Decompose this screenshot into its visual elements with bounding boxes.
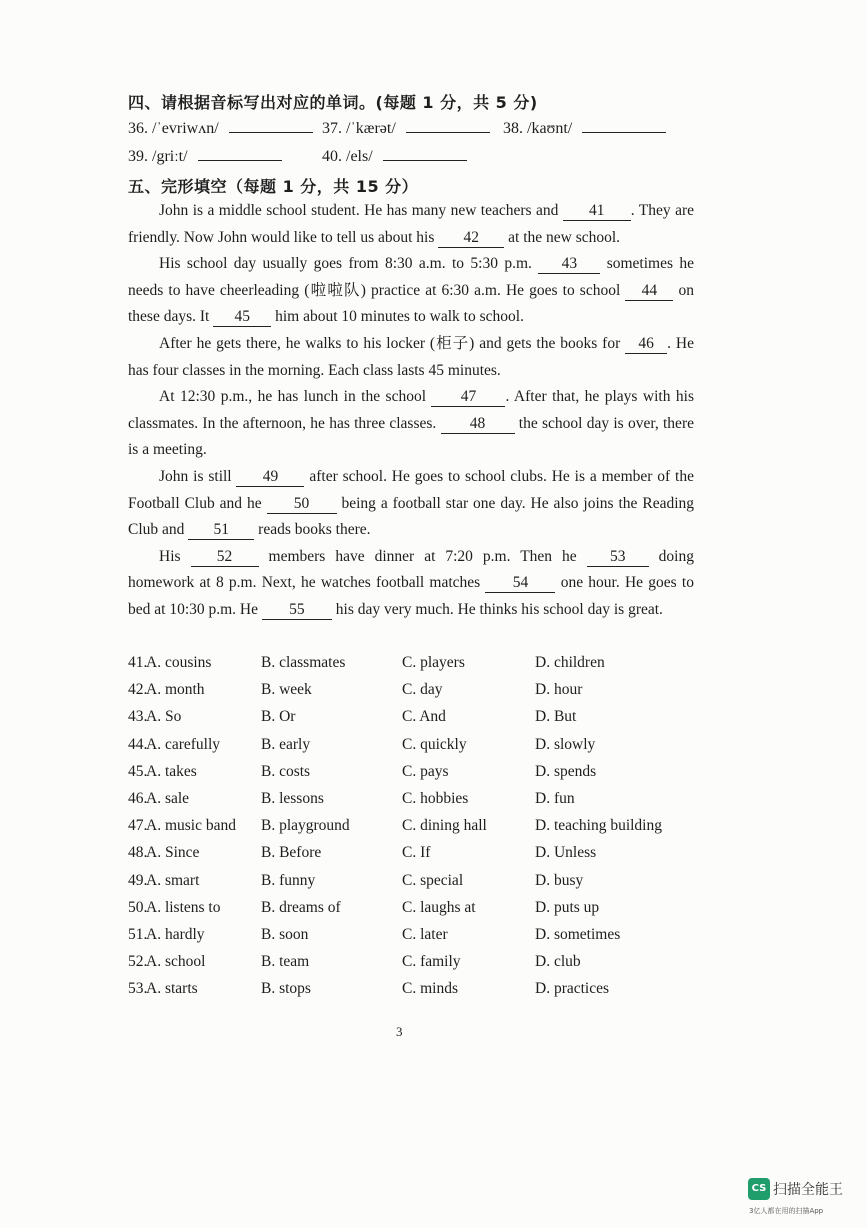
question-number: 52. [128,953,148,971]
option-b[interactable]: B. dreams of [261,898,341,916]
passage-text: doing homework at 8 p.m. Next, he watches football matches [128,547,694,592]
section5-title: 五、完形填空（每题 1 分，共 15 分） [128,177,419,196]
question-number: 51. [128,926,148,943]
phonetic-item-39 [128,146,282,166]
passage-text: his day very much. He thinks his school day is great. [331,600,663,618]
option-d[interactable]: D. puts up [535,898,600,916]
option-a[interactable]: A. hardly [146,926,205,943]
option-c[interactable]: C. pays [402,762,449,780]
cloze-blank-52[interactable]: 52 [191,548,259,567]
option-row [128,926,728,952]
option-c[interactable]: C. quickly [402,735,467,753]
option-b[interactable]: B. team [261,953,310,971]
cloze-blank-55[interactable]: 55 [262,601,332,620]
passage-text: reads books there. [254,521,371,539]
option-a[interactable]: A. takes [146,762,197,780]
option-row [128,736,728,762]
option-b[interactable]: B. funny [261,871,316,889]
phonetic-item-37 [322,118,490,138]
option-a[interactable]: A. carefully [146,735,221,753]
cloze-blank-50[interactable]: 50 [267,495,337,514]
cloze-blank-47[interactable]: 47 [431,388,505,407]
question-number: 49. [128,871,148,889]
page-number: 3 [396,1024,403,1039]
option-d[interactable]: D. But [535,708,577,726]
cs-logo-icon: CS [748,1178,770,1200]
question-number: 48. [128,844,148,862]
passage-paragraph [128,331,694,384]
passage-text: him about 10 minutes to walk to school. [271,308,524,326]
option-d[interactable]: D. club [535,953,581,971]
option-a[interactable]: A. listens to [146,898,221,916]
option-c[interactable]: C. And [402,708,446,726]
option-a[interactable]: A. school [146,953,206,971]
passage-text: His school day usually goes from 8:30 a.m. to 5:30 p.m. [159,255,539,273]
option-row [128,790,728,816]
scanner-app-name: 扫描全能王 [773,1182,843,1198]
option-c[interactable]: C. special [402,871,464,889]
option-row [128,763,728,789]
passage-text: After he gets there, he walks to his locker (柜子) and gets the books for [159,334,626,352]
passage-text: At 12:30 p.m., he has lunch in the school [159,388,432,406]
option-c[interactable]: C. dining hall [402,817,487,835]
option-a[interactable]: A. Since [146,844,200,862]
passage-paragraph [128,198,694,251]
option-a[interactable]: A. music band [146,817,236,835]
option-c[interactable]: C. family [402,953,461,971]
passage-text: . They are friendly. Now John would like to tell us about his [128,202,694,246]
section4-title: 四、请根据音标写出对应的单词。(每题 1 分，共 5 分) [128,93,538,112]
option-c[interactable]: C. If [402,844,431,862]
option-row [128,844,728,870]
option-c[interactable]: C. players [402,654,465,671]
passage-text: the school day is over, there is a meeting. [128,414,694,459]
option-d[interactable]: D. teaching building [535,817,662,835]
option-d[interactable]: D. slowly [535,735,596,753]
cloze-blank-45[interactable]: 45 [213,308,271,327]
phonetic-label: 37. /ˈkærət/ [322,120,396,137]
passage-text: His [159,547,191,565]
cloze-blank-48[interactable]: 48 [441,415,515,434]
scanner-logo [748,1178,843,1200]
phonetic-item-36 [128,118,313,138]
phonetic-item-40 [322,146,467,166]
answer-blank[interactable] [229,118,313,133]
answer-blank[interactable] [383,146,467,161]
option-d[interactable]: D. spends [535,762,597,780]
option-c[interactable]: C. later [402,926,448,943]
option-row [128,654,728,680]
option-a[interactable]: A. sale [146,790,190,807]
option-b[interactable]: B. early [261,735,311,753]
cloze-passage [128,198,694,624]
passage-text: being a football star one day. He also joins the Reading Club and [128,494,695,539]
question-number: 41. [128,654,148,671]
option-a[interactable]: A. month [146,681,205,699]
passage-text: John is a middle school student. He has many new teachers and [159,202,563,219]
option-d[interactable]: D. children [535,654,605,671]
option-d[interactable]: D. sometimes [535,926,621,943]
question-number: 45. [128,762,148,780]
passage-paragraph [128,544,694,624]
cloze-blank-44[interactable]: 44 [625,282,673,301]
option-a[interactable]: A. starts [146,980,198,998]
answer-blank[interactable] [582,118,666,133]
option-row [128,681,728,707]
option-b[interactable]: B. stops [261,980,311,998]
option-row [128,708,728,734]
option-b[interactable]: B. playground [261,817,350,835]
question-number: 47. [128,817,148,835]
cloze-blank-53[interactable]: 53 [587,548,649,567]
option-d[interactable]: D. busy [535,871,584,889]
option-row [128,899,728,925]
option-row [128,872,728,898]
passage-text: . He has four classes in the morning. Each class lasts 45 minutes. [128,334,695,379]
option-d[interactable]: D. hour [535,681,583,699]
option-a[interactable]: A. cousins [146,654,212,671]
passage-text: members have dinner at 7:20 p.m. Then he [258,547,587,565]
phonetic-label: 36. /ˈevriwʌn/ [128,120,219,137]
option-b[interactable]: B. classmates [261,654,346,671]
question-number: 46. [128,790,148,807]
option-d[interactable]: D. practices [535,980,610,998]
option-b[interactable]: B. week [261,681,312,699]
option-c[interactable]: C. day [402,681,443,699]
cloze-blank-49[interactable]: 49 [236,468,304,487]
question-number: 53. [128,980,148,998]
phonetic-item-38 [503,118,666,138]
answer-blank[interactable] [198,146,282,161]
question-number: 50. [128,898,148,916]
option-b[interactable]: B. soon [261,926,309,943]
passage-text: on these days. It [128,281,694,326]
option-a[interactable]: A. So [146,708,182,726]
option-b[interactable]: B. Or [261,708,296,726]
passage-text: . After that, he plays with his classmates. In the afternoon, he has three classes. [128,388,694,432]
cloze-blank-41[interactable]: 41 [563,202,631,221]
option-c[interactable]: C. hobbies [402,790,469,807]
phonetic-label: 39. /griːt/ [128,148,188,165]
option-row [128,817,728,843]
passage-paragraph [128,251,694,331]
passage-paragraph [128,384,694,464]
option-c[interactable]: C. minds [402,980,458,998]
option-d[interactable]: D. fun [535,790,575,807]
cloze-blank-51[interactable]: 51 [188,521,254,540]
option-row [128,953,728,979]
passage-text: sometimes he needs to have cheerleading (啦啦队) practice at 6:30 a.m. He goes to school [128,255,695,299]
passage-paragraph [128,464,694,544]
option-b[interactable]: B. lessons [261,790,324,807]
cloze-blank-54[interactable]: 54 [485,574,555,593]
phonetic-label: 38. /kaʊnt/ [503,120,573,137]
option-c[interactable]: C. laughs at [402,898,476,916]
option-a[interactable]: A. smart [146,871,200,889]
option-b[interactable]: B. costs [261,762,311,780]
passage-text: John is still [159,467,237,485]
cloze-blank-46[interactable]: 46 [625,335,667,354]
question-number: 42. [128,681,148,699]
answer-blank[interactable] [406,118,490,133]
option-d[interactable]: D. Unless [535,844,597,862]
cloze-blank-43[interactable]: 43 [538,255,600,274]
scanner-tagline: 3亿人都在用的扫描App [749,1207,824,1215]
passage-text: at the new school. [504,228,621,246]
question-number: 43. [128,708,148,726]
option-b[interactable]: B. Before [261,844,322,862]
passage-text: after school. He goes to school clubs. He is a member of the Football Club and he [128,467,694,512]
question-number: 44. [128,735,148,753]
phonetic-label: 40. /els/ [322,148,373,165]
option-row [128,980,728,1006]
passage-text: one hour. He goes to bed at 10:30 p.m. He [128,574,694,618]
cloze-blank-42[interactable]: 42 [438,229,504,248]
